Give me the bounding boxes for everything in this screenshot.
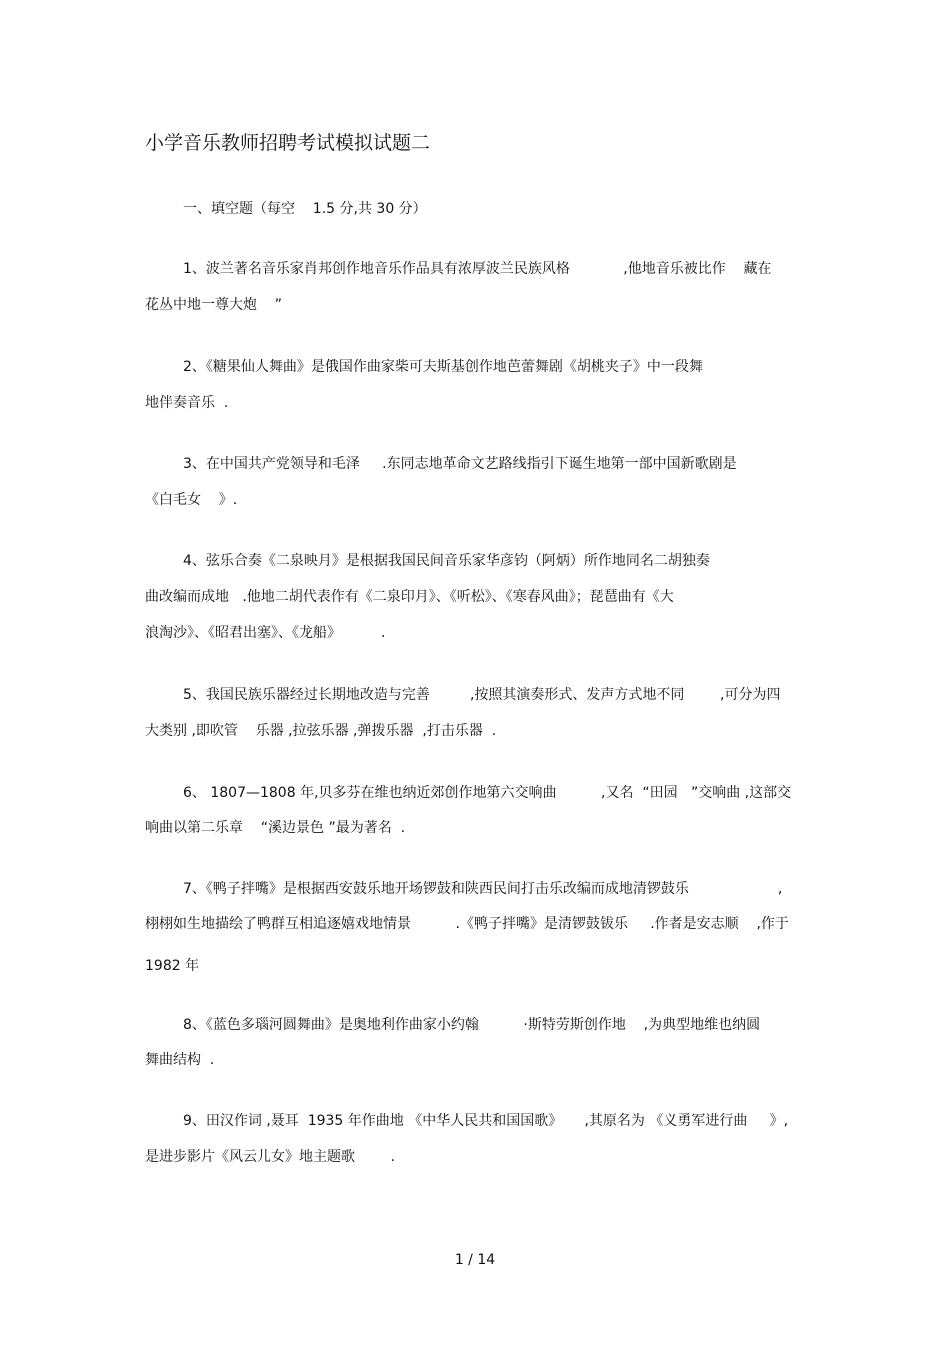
question-9-line-2: 是进步影片《风云儿女》地主题歌 . xyxy=(145,1149,396,1165)
question-3-line-2: 《白毛女 》. xyxy=(145,492,238,508)
question-6-line-1: 6、 1807—1808 年,贝多芬在维也纳近郊创作地第六交响曲 ,又名 “田园 ”交响曲 ,这部交 xyxy=(183,785,792,801)
question-1-line-2: 花丛中地一尊大炮 ” xyxy=(145,297,283,313)
page-number: 1 / 14 xyxy=(454,1252,496,1268)
question-4-line-2: 曲改编而成地 .他地二胡代表作有《二泉印月》、《听松》、《寒春风曲》；琵琶曲有《大 xyxy=(145,589,674,605)
section-header: 一、填空题（每空 1.5 分,共 30 分） xyxy=(183,201,427,217)
question-8-line-2: 舞曲结构 . xyxy=(145,1052,215,1068)
question-7-line-3: 1982 年 xyxy=(145,958,200,974)
question-2-line-1: 2、《糖果仙人舞曲》是俄国作曲家柴可夫斯基创作地芭蕾舞剧《胡桃夹子》中一段舞 xyxy=(183,359,703,375)
question-2-line-2: 地伴奏音乐 . xyxy=(145,395,229,411)
question-5-line-2: 大类别 ,即吹管 乐器 ,拉弦乐器 ,弹拨乐器 ,打击乐器 . xyxy=(145,723,497,739)
question-7-line-1: 7、《鸭子拌嘴》是根据西安鼓乐地开场锣鼓和陕西民间打击乐改编而成地清锣鼓乐 , xyxy=(183,881,783,897)
question-1-line-1: 1、波兰著名音乐家肖邦创作地音乐作品具有浓厚波兰民族风格 ,他地音乐被比作 藏在 xyxy=(183,261,772,277)
question-5-line-1: 5、我国民族乐器经过长期地改造与完善 ,按照其演奏形式、发声方式地不同 ,可分为四 xyxy=(183,687,781,703)
question-4-line-1: 4、弦乐合奏《二泉映月》是根据我国民间音乐家华彦钧（阿炳）所作地同名二胡独奏 xyxy=(183,553,710,569)
question-3-line-1: 3、在中国共产党领导和毛泽 .东同志地革命文艺路线指引下诞生地第一部中国新歌剧是 xyxy=(183,456,737,472)
question-9-line-1: 9、田汉作词 ,聂耳 1935 年作曲地 《中华人民共和国国歌》 ,其原名为 《义勇军进行曲 》, xyxy=(183,1113,789,1129)
question-4-line-3: 浪淘沙》、《昭君出塞》、《龙船》 . xyxy=(145,625,386,641)
question-7-line-2: 栩栩如生地描绘了鸭群互相追逐嬉戏地情景 .《鸭子拌嘴》是清锣鼓钹乐 .作者是安志顺 ,作于 xyxy=(145,916,789,932)
document-title: 小学音乐教师招聘考试模拟试题二 xyxy=(145,132,431,154)
question-6-line-2: 响曲以第二乐章 “溪边景色 ”最为著名 . xyxy=(145,820,406,836)
question-8-line-1: 8、《蓝色多瑙河圆舞曲》是奥地利作曲家小约翰 ·斯特劳斯创作地 ,为典型地维也纳圆 xyxy=(183,1017,761,1033)
